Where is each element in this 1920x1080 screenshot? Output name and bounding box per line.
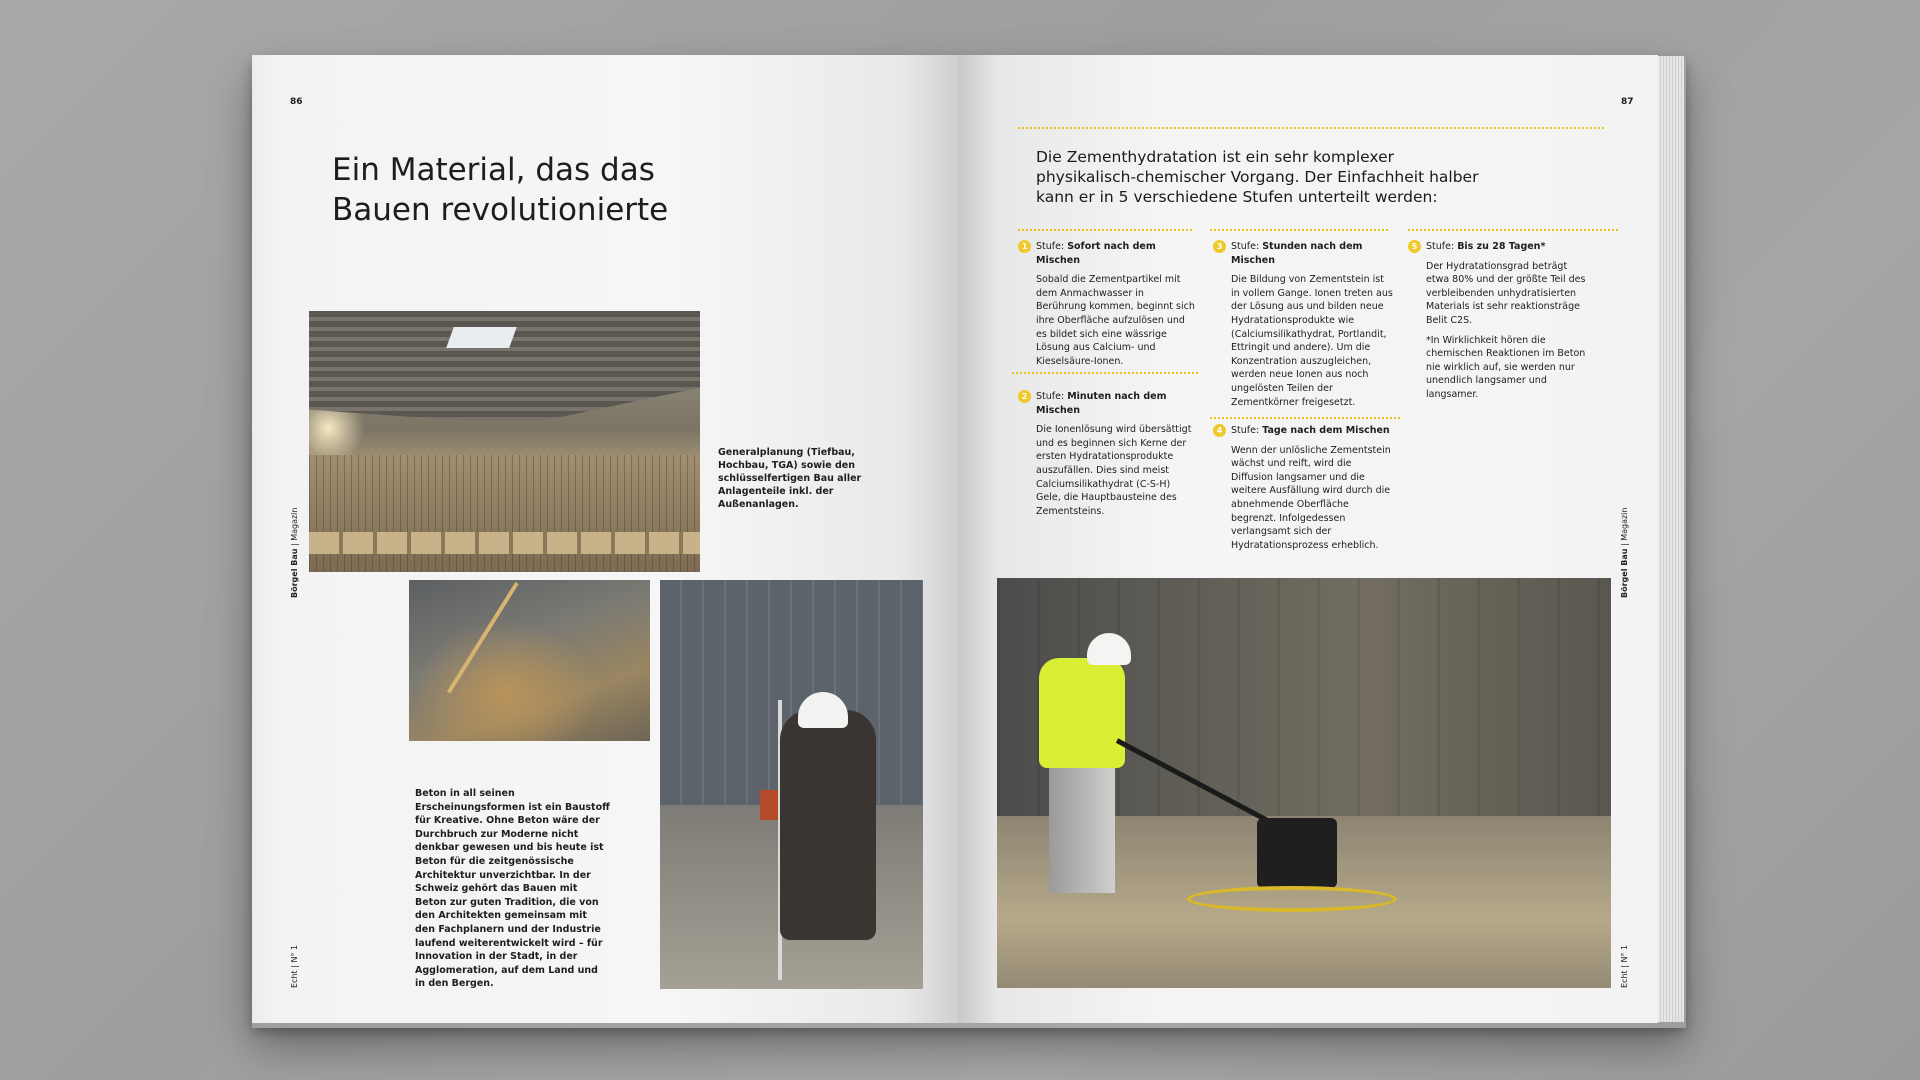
step-text: Die Bildung von Zementstein ist in vollem Gange. Ionen treten aus der Lösung aus und bilden neue Hydratationsprodukte wie (Calciumsilikathydrat, Portlandit, Ettringit und andere). Um die Konzentration auszugleichen, werden neue Ionen aus noch ungelösten Teilen der Zementkörner freigesetzt. [1231, 274, 1393, 408]
step-prefix: Stufe: [1036, 391, 1068, 402]
divider-step5 [1408, 229, 1618, 231]
divider-step4 [1210, 417, 1400, 419]
photo-worker-measuring [660, 580, 923, 989]
step-heading [1036, 240, 1196, 267]
side-label-brand-left [290, 508, 299, 598]
step-text: Die Ionenlösung wird übersättigt und es beginnen sich Kerne der ersten Hydratationsprodukte auszufällen. Dies sind meist Calciumsilikathydrat (C-S-H) Gele, die Hauptbausteine des Zementsteins. [1036, 424, 1192, 517]
step-title: Tage nach dem Mischen [1262, 425, 1390, 436]
measuring-rod [447, 582, 519, 693]
intro-text: Die Zementhydratation ist ein sehr komplexer physikalisch-chemischer Vorgang. Der Einfachheit halber kann er in 5 verschiedene Stufen unterteilt werden: [1036, 148, 1479, 206]
step-prefix: Stufe: [1036, 241, 1068, 252]
step-badge: 4 [1213, 424, 1226, 437]
step-3 [1216, 240, 1393, 415]
side-label-brand-right [1620, 508, 1629, 598]
divider-step1 [1018, 229, 1192, 231]
step-badge: 3 [1213, 240, 1226, 253]
step-badge: 1 [1018, 240, 1031, 253]
step-badge: 5 [1408, 240, 1421, 253]
photo-worker-power-trowel [997, 578, 1611, 988]
step-heading [1231, 424, 1393, 438]
step-title: Minuten nach dem Mischen [1036, 391, 1167, 416]
step-prefix: Stufe: [1426, 241, 1458, 252]
hall-formwork [309, 532, 700, 554]
side-label-issue-right: Echt | N° 1 [1620, 944, 1629, 988]
divider-top [1018, 127, 1604, 129]
side-label-brand: Börgel Bau [290, 548, 299, 598]
step-5 [1411, 240, 1590, 408]
step-text: Wenn der unlösliche Zementstein wächst und reift, wird die Diffusion langsamer und die weitere Ausfällung wird durch die abnehmende Oberfläche begrenzt. Infolgedessen verlangsamt sich der Hydratationsprozess erheblich. [1231, 444, 1391, 551]
side-label-issue-left: Echt | N° 1 [290, 944, 299, 988]
step-note: *In Wirklichkeit hören die chemischen Reaktionen im Beton nie wirklich auf, sie werden nur unendlich langsamer und langsamer. [1426, 334, 1586, 400]
hall-floor [309, 455, 700, 572]
step-title: Stunden nach dem Mischen [1231, 241, 1363, 266]
side-label-brand: Börgel Bau [1620, 548, 1629, 598]
worker2-hi-vis-jacket [1039, 658, 1125, 768]
step-badge: 2 [1018, 390, 1031, 403]
step-heading [1426, 240, 1590, 254]
photo-concrete-floor [409, 580, 650, 741]
step-text: Der Hydratationsgrad beträgt etwa 80% und der größte Teil des verbleibenden unhydratisierten Materials ist sehr reaktionsträge Belit C2S. [1426, 260, 1586, 326]
step-4 [1216, 424, 1393, 558]
body-text-left: Beton in all seinen Erscheinungsformen ist ein Baustoff für Kreative. Ohne Beton wäre der Durchbruch zur Moderne nicht denkbar gewesen und bis heute ist Beton für die zeitgenössische Architektur unverzichtbar. In der Schweiz gehört das Bauen mit Beton zur guten Tradition, die von den Architekten gemeinsam mit den Fachplanern und der Industrie laufend weiterentwickelt wird – für Innovation in der Stadt, in der Agglomeration, auf dem Land und in den Bergen. [415, 788, 610, 990]
step-prefix: Stufe: [1231, 241, 1263, 252]
trowel-engine [1257, 818, 1337, 888]
side-label-section: | Magazin [1620, 507, 1629, 549]
divider-step3 [1210, 229, 1388, 231]
side-label-section: | Magazin [290, 507, 299, 549]
trowel-blade-ring [1187, 886, 1397, 912]
step-2 [1021, 390, 1196, 524]
hall-skylight [446, 327, 516, 348]
laser-device [760, 790, 778, 820]
photo-caption: Generalplanung (Tiefbau, Hochbau, TGA) sowie den schlüsselfertigen Bau aller Anlagenteile inkl. der Außenanlagen. [718, 447, 862, 510]
page-title: Ein Material, das das Bauen revolutionierte [332, 152, 669, 228]
step-title: Sofort nach dem Mischen [1036, 241, 1156, 266]
step-prefix: Stufe: [1231, 425, 1263, 436]
step-title: Bis zu 28 Tagen* [1457, 241, 1546, 252]
worker2-legs [1049, 763, 1115, 893]
worker1-body [780, 710, 876, 940]
step-heading [1036, 390, 1196, 417]
page-number-right: 87 [1621, 97, 1634, 107]
step-heading [1231, 240, 1393, 267]
step-text: Sobald die Zementpartikel mit dem Anmachwasser in Berührung kommen, beginnt sich ihre Oberfläche aufzulösen und es bildet sich eine wässrige Lösung aus Calcium- und Kieselsäure-Ionen. [1036, 274, 1195, 367]
photo-construction-hall [309, 311, 700, 572]
step-1 [1021, 240, 1196, 374]
page-number-left: 86 [290, 97, 303, 107]
